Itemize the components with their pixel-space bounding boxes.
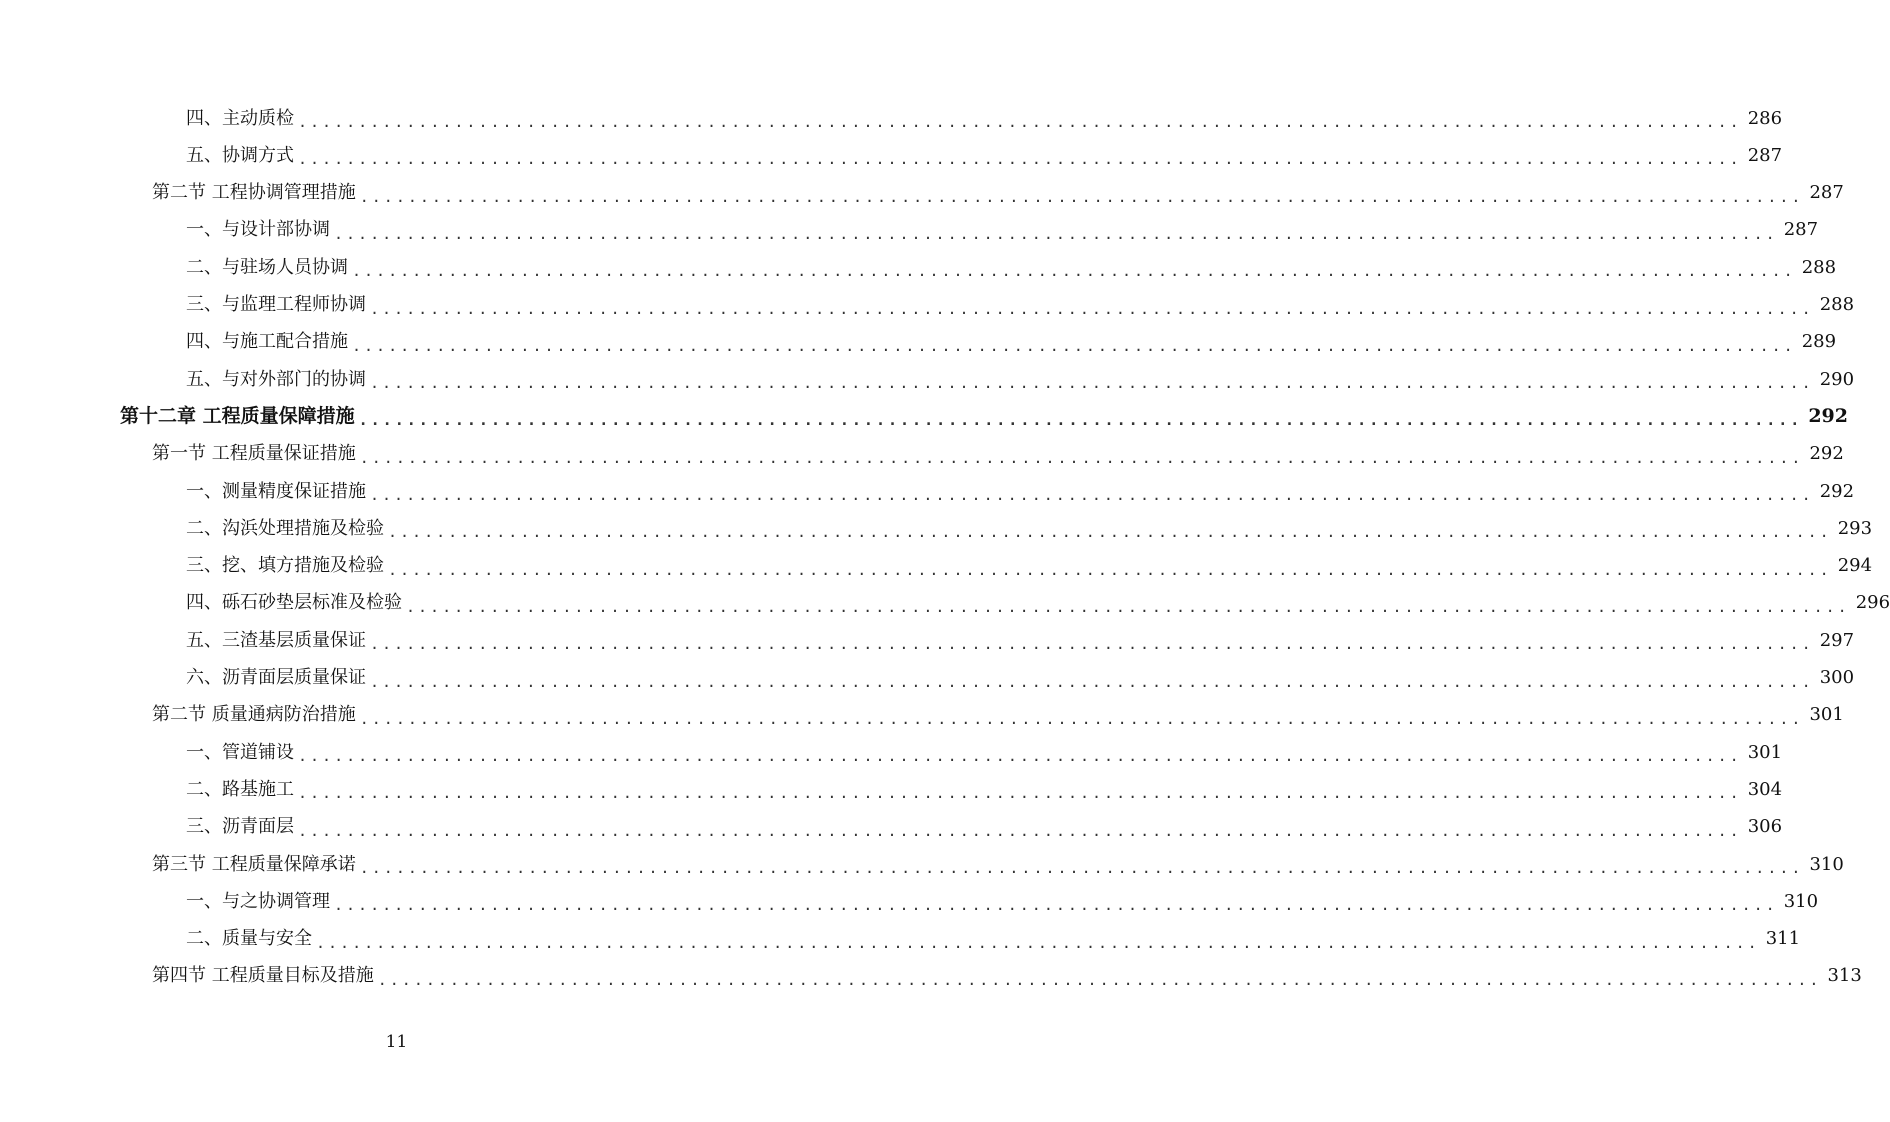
dot-leader: ........................................................................................................................ (298, 784, 1742, 803)
toc-entry-title: 二、路基施工 (186, 778, 294, 800)
toc-entry[interactable] (0, 287, 1855, 324)
toc-entry-page-number: 297 (1819, 629, 1855, 651)
dot-leader: ........................................................................................................................ (334, 224, 1778, 243)
toc-entry-title: 六、沥青面层质量保证 (186, 667, 366, 688)
toc-entry-page-number: 311 (1765, 928, 1801, 950)
toc-entry-page-number: 310 (1809, 853, 1844, 875)
toc-entry-page-number: 292 (1809, 443, 1844, 465)
toc-entry-page-number: 287 (1783, 219, 1819, 241)
toc-entry[interactable] (0, 510, 1873, 547)
toc-entry-title: 四、砾石砂垫层标准及检验 (186, 592, 402, 614)
toc-entry-title: 四、主动质检 (186, 107, 294, 129)
toc-entry-page-number: 301 (1809, 704, 1844, 726)
toc-entry-page-number: 310 (1783, 890, 1819, 912)
toc-entry-title: 五、协调方式 (186, 144, 294, 166)
toc-entry[interactable] (0, 771, 1783, 808)
toc-entry-title: 第一节 工程质量保证措施 (152, 443, 356, 465)
toc-entry-title: 二、质量与安全 (186, 928, 312, 950)
toc-entry-page-number: 286 (1747, 107, 1783, 129)
toc-entry[interactable] (0, 958, 1862, 995)
toc-entry-page-number: 292 (1808, 405, 1848, 428)
dot-leader: ........................................................................................................................ (370, 635, 1814, 654)
toc-entry-title: 第二节 工程协调管理措施 (152, 182, 356, 204)
dot-leader: ........................................................................................................................ (370, 672, 1814, 691)
toc-entry[interactable] (0, 921, 1801, 958)
toc-entry[interactable] (0, 809, 1783, 846)
toc-entry[interactable] (0, 734, 1783, 771)
toc-entry-page-number: 296 (1855, 592, 1890, 614)
dot-leader: ........................................................................................................................ (370, 299, 1814, 318)
toc-entry[interactable] (0, 436, 1844, 473)
toc-entry[interactable] (0, 585, 1890, 622)
toc-entry-page-number: 287 (1747, 144, 1783, 166)
dot-leader: ........................................................................................................................ (298, 150, 1742, 169)
dot-leader: ........................................................................................................................ (298, 821, 1742, 840)
toc-entry-title: 一、与之协调管理 (186, 890, 330, 912)
dot-leader: ........................................................................................................................ (388, 560, 1832, 579)
toc-entry-page-number: 300 (1819, 667, 1855, 688)
toc-entry-title: 五、与对外部门的协调 (186, 368, 366, 390)
toc-entry-page-number: 301 (1747, 741, 1783, 763)
toc-entry-title: 第三节 工程质量保障承诺 (152, 853, 356, 875)
dot-leader: ........................................................................................................................ (370, 486, 1814, 504)
toc-entry[interactable] (0, 883, 1819, 920)
toc-entry-page-number: 304 (1747, 778, 1783, 800)
dot-leader: ........................................................................................................................ (352, 336, 1796, 355)
toc-entry-title: 三、与监理工程师协调 (186, 294, 366, 315)
toc-entry[interactable] (0, 100, 1783, 137)
toc-entry[interactable] (0, 324, 1837, 361)
toc-entry-title: 一、与设计部协调 (186, 219, 330, 241)
toc-entry[interactable] (0, 398, 1848, 435)
dot-leader: ........................................................................................................................ (359, 448, 1804, 467)
dot-leader: ........................................................................................................................ (370, 374, 1814, 393)
toc-entry-page-number: 287 (1809, 182, 1844, 204)
dot-leader: ........................................................................................................................ (406, 597, 1850, 616)
toc-entry-page-number: 290 (1819, 368, 1855, 390)
toc-entry[interactable] (0, 846, 1844, 883)
toc-entry-page-number: 289 (1801, 331, 1837, 353)
toc-entry-page-number: 313 (1827, 965, 1862, 987)
dot-leader: ........................................................................................................................ (316, 933, 1760, 952)
toc-entry[interactable] (0, 212, 1819, 249)
toc-entry[interactable] (0, 697, 1844, 734)
dot-leader: ........................................................................................................................ (359, 709, 1804, 728)
toc-entry-title: 二、沟浜处理措施及检验 (186, 517, 384, 539)
toc-entry-title: 第四节 工程质量目标及措施 (152, 965, 374, 987)
toc-entry[interactable] (0, 473, 1855, 510)
toc-entry[interactable] (0, 361, 1855, 398)
dot-leader: ........................................................................................................................ (358, 411, 1803, 430)
toc-entry-title: 三、沥青面层 (186, 816, 294, 838)
dot-leader: ........................................................................................................................ (352, 262, 1796, 281)
toc-entry-page-number: 294 (1837, 555, 1873, 577)
toc-entry-title: 二、与驻场人员协调 (186, 256, 348, 278)
page-number: 11 (385, 1032, 408, 1052)
toc-entry-title: 三、挖、填方措施及检验 (186, 555, 384, 577)
dot-leader: ........................................................................................................................ (298, 113, 1742, 131)
toc-entry-title: 一、管道铺设 (186, 741, 294, 763)
toc-entry[interactable] (0, 660, 1855, 697)
toc-entry-title: 五、三渣基层质量保证 (186, 629, 366, 651)
toc-entry-page-number: 306 (1747, 816, 1783, 838)
toc-entry-page-number: 293 (1837, 517, 1873, 539)
toc-entry[interactable] (0, 548, 1873, 585)
dot-leader: ........................................................................................................................ (388, 523, 1832, 542)
toc-entry[interactable] (0, 175, 1844, 212)
toc-entry-page-number: 288 (1801, 256, 1837, 278)
toc-entry-page-number: 292 (1819, 480, 1855, 502)
dot-leader: ........................................................................................................................ (359, 859, 1804, 877)
dot-leader: ........................................................................................................................ (377, 970, 1822, 989)
toc-entry-title: 第十二章 工程质量保障措施 (120, 405, 355, 428)
toc-entry-title: 一、测量精度保证措施 (186, 480, 366, 502)
dot-leader: ........................................................................................................................ (359, 187, 1804, 206)
toc-entry[interactable] (0, 249, 1837, 286)
toc-entry-title: 第二节 质量通病防治措施 (152, 704, 356, 726)
toc-entry[interactable] (0, 137, 1783, 174)
dot-leader: ........................................................................................................................ (298, 747, 1742, 766)
dot-leader: ........................................................................................................................ (334, 896, 1778, 915)
toc-entry[interactable] (0, 622, 1855, 659)
toc-entry-page-number: 288 (1819, 294, 1855, 315)
toc-entry-title: 四、与施工配合措施 (186, 331, 348, 353)
